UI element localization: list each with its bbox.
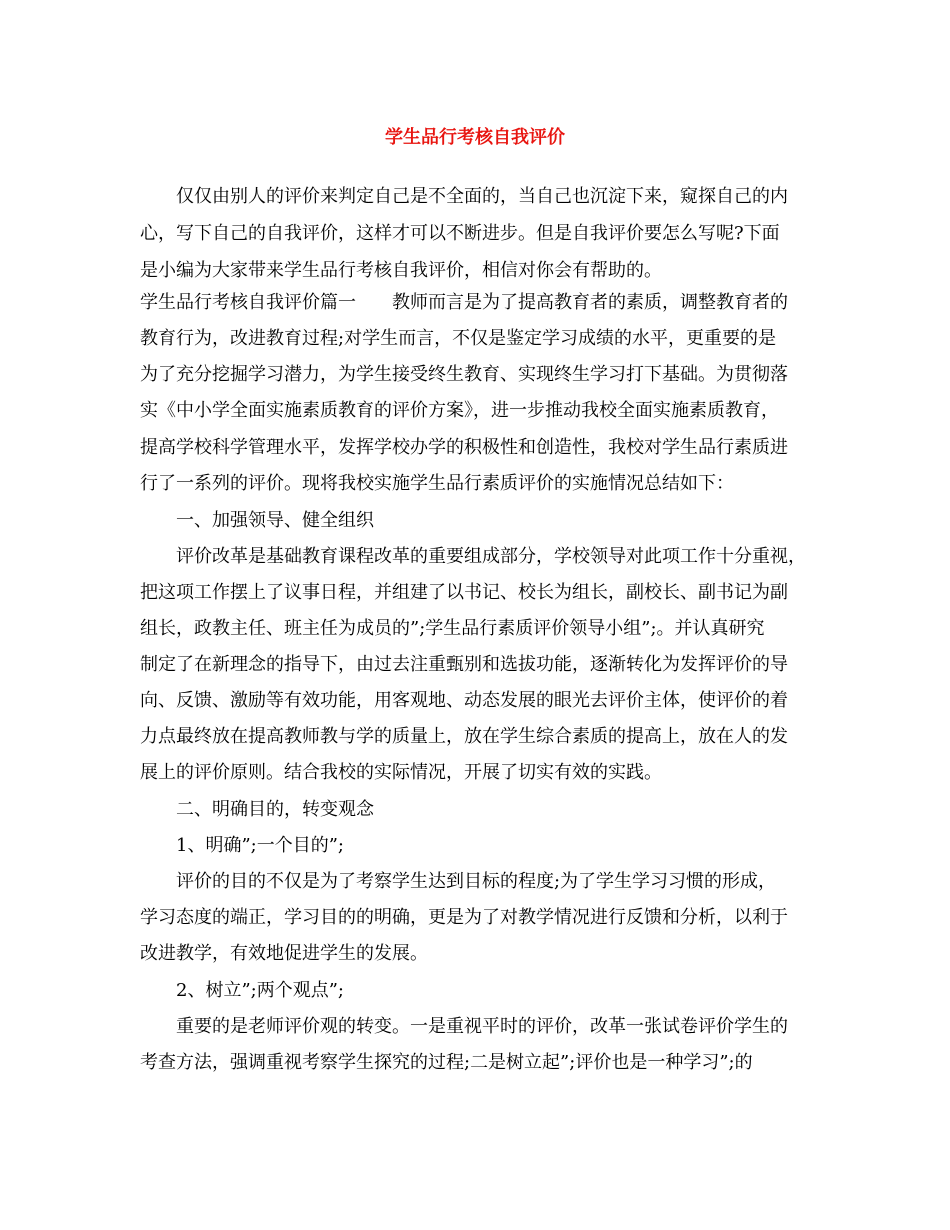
document-title: 学生品行考核自我评价 — [385, 127, 565, 148]
text-line: 组长，政教主任、班主任为成员的”;学生品行素质评价领导小组”;。并认真研究 — [140, 618, 765, 639]
subsection-heading: 1、明确”;一个目的”; — [176, 835, 344, 856]
text-line: 改进教学，有效地促进学生的发展。 — [140, 943, 428, 964]
text-line: 实《中小学全面实施素质教育的评价方案》，进一步推动我校全面实施素质教育， — [140, 400, 779, 421]
text-line: 为了充分挖掘学习潜力，为学生接受终生教育、实现终生学习打下基础。为贯彻落 — [140, 364, 788, 385]
text-line: 学习态度的端正，学习目的的明确，更是为了对教学情况进行反馈和分析，以利于 — [140, 907, 788, 928]
section-heading: 一、加强领导、健全组织 — [176, 510, 374, 531]
text-line: 重要的是老师评价观的转变。一是重视平时的评价，改革一张试卷评价学生的 — [176, 1016, 788, 1037]
text-line: 制定了在新理念的指导下，由过去注重甄别和选拔功能，逐渐转化为发挥评价的导 — [140, 654, 788, 675]
subsection-heading: 2、树立”;两个观点”; — [176, 980, 344, 1001]
text-line: 教育行为，改进教育过程;对学生而言，不仅是鉴定学习成绩的水平，更重要的是 — [140, 328, 777, 349]
text-line: 力点最终放在提高教师教与学的质量上，放在学生综合素质的提高上，放在人的发 — [140, 726, 788, 747]
text-line: 仅仅由别人的评价来判定自己是不全面的，当自己也沉淀下来，窥探自己的内 — [176, 186, 788, 207]
text-line: 展上的评价原则。结合我校的实际情况，开展了切实有效的实践。 — [140, 762, 662, 783]
text-line: 评价的目的不仅是为了考察学生达到目标的程度;为了学生学习习惯的形成， — [176, 871, 777, 892]
text-line: 评价改革是基础教育课程改革的重要组成部分，学校领导对此项工作十分重视， — [176, 546, 806, 567]
text-line: 把这项工作摆上了议事日程，并组建了以书记、校长为组长，副校长、副书记为副 — [140, 582, 788, 603]
text-line: 行了一系列的评价。现将我校实施学生品行素质评价的实施情况总结如下： — [140, 473, 734, 494]
text-line: 学生品行考核自我评价篇一 教师而言是为了提高教育者的素质，调整教育者的 — [140, 292, 788, 313]
text-line: 是小编为大家带来学生品行考核自我评价，相信对你会有帮助的。 — [140, 260, 662, 281]
text-line: 向、反馈、激励等有效功能，用客观地、动态发展的眼光去评价主体，使评价的着 — [140, 690, 788, 711]
text-line: 提高学校科学管理水平，发挥学校办学的积极性和创造性，我校对学生品行素质进 — [140, 437, 788, 458]
section-heading: 二、明确目的，转变观念 — [176, 799, 374, 820]
text-line: 考查方法，强调重视考察学生探究的过程;二是树立起”;评价也是一种学习”;的 — [140, 1052, 753, 1073]
text-line: 心，写下自己的自我评价，这样才可以不断进步。但是自我评价要怎么写呢?下面 — [140, 223, 780, 244]
